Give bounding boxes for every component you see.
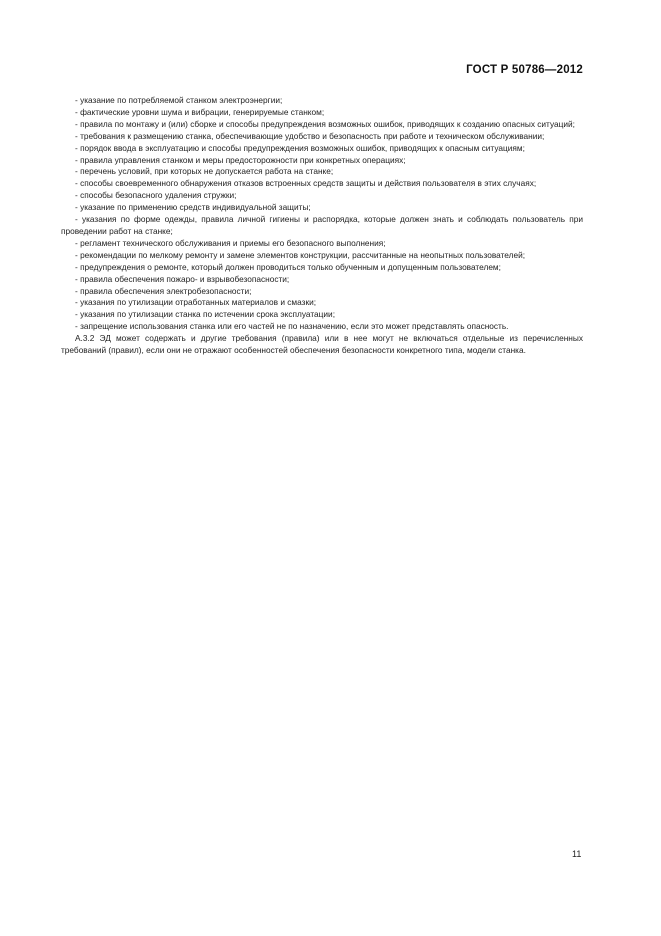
- list-item: - указания по форме одежды, правила личной гигиены и распорядка, которые должен знать и соблюдать пользователь при проведении работ на станке;: [61, 214, 583, 236]
- list-item: - указания по утилизации отработанных материалов и смазки;: [75, 297, 317, 308]
- list-item: - способы своевременного обнаружения отказов встроенных средств защиты и действия пользователя в этих случаях;: [75, 178, 537, 189]
- list-item: - правила обеспечения пожаро- и взрывобезопасности;: [75, 273, 290, 284]
- list-item: - требования к размещению станка, обеспечивающие удобство и безопасность при работе и техническом обслуживании;: [75, 130, 545, 141]
- list-item: - правила по монтажу и (или) сборке и способы предупреждения возможных ошибок, приводящих к созданию опасных ситуаций;: [75, 118, 575, 129]
- list-item: - указание по применению средств индивидуальной защиты;: [75, 202, 311, 213]
- list-item: - указание по потребляемой станком электроэнергии;: [75, 95, 283, 105]
- list-item: - предупреждения о ремонте, который должен проводиться только обученным и допущенным пользователем;: [75, 261, 501, 272]
- document-body: [61, 95, 583, 357]
- list-item: - регламент технического обслуживания и приемы его безопасного выполнения;: [75, 237, 386, 248]
- list-item: - правила управления станком и меры предосторожности при конкретных операциях;: [75, 154, 406, 165]
- list-item: - указания по утилизации станка по истечении срока эксплуатации;: [75, 309, 335, 320]
- standard-code-header: ГОСТ Р 50786—2012: [466, 64, 583, 76]
- list-item: - способы безопасного удаления стружки;: [75, 190, 237, 201]
- clause-paragraph: А.3.2 ЭД может содержать и другие требования (правила) или в нее могут не включаться отдельные из перечисленных требований (правил), если они не отражают особенностей обеспечения безопасности конкретного типа, модели станка.: [61, 333, 583, 356]
- page-number: 11: [572, 849, 582, 859]
- list-item: - порядок ввода в эксплуатацию и способы предупреждения возможных ошибок, приводящих к опасным ситуациям;: [75, 142, 525, 153]
- list-item: - перечень условий, при которых не допускается работа на станке;: [75, 166, 334, 177]
- list-item: - запрещение использования станка или его частей не по назначению, если это может представлять опасность.: [75, 321, 509, 332]
- list-item: - фактические уровни шума и вибрации, генерируемые станком;: [75, 106, 325, 117]
- list-item: - правила обеспечения электробезопасности;: [75, 285, 252, 296]
- list-item: - рекомендации по мелкому ремонту и замене элементов конструкции, рассчитанные на неопытных пользователей;: [75, 249, 526, 260]
